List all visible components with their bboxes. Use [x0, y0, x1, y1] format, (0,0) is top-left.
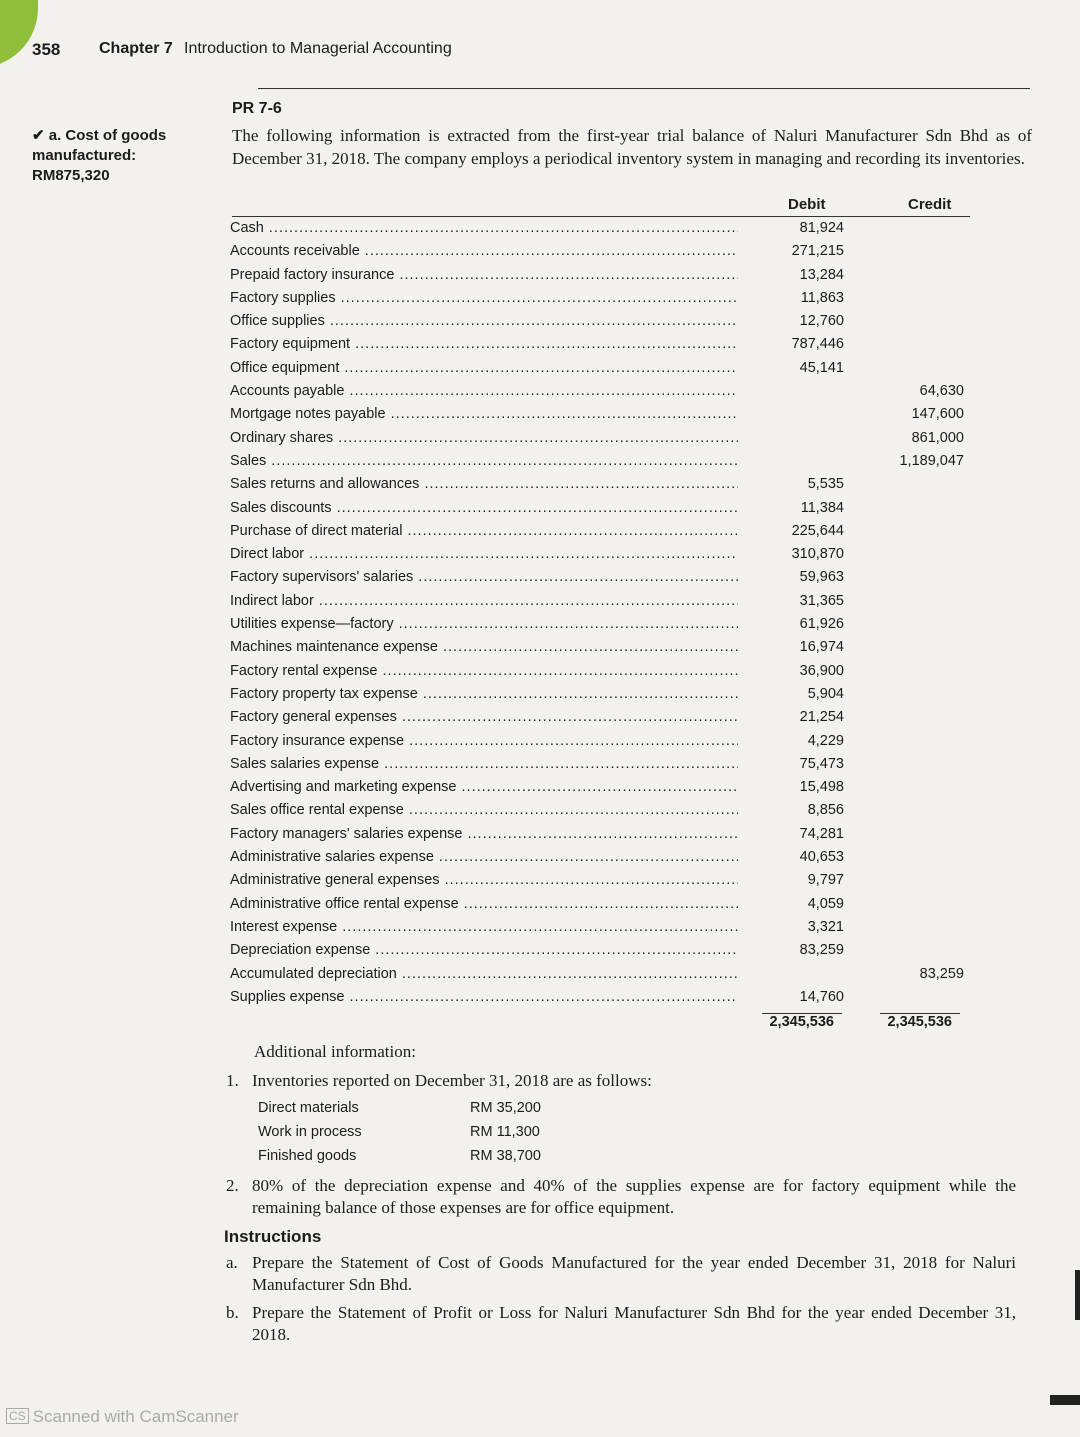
item-number: 1.	[226, 1071, 239, 1090]
account-name: Supplies expense .....	[230, 986, 738, 1009]
debit-amount: 5,904	[807, 685, 844, 702]
account-name: Sales office rental expense .....	[230, 799, 738, 822]
debit-total: 2,345,536	[769, 1014, 834, 1030]
account-name: Factory rental expense .....	[230, 660, 738, 683]
inventory-value: RM 38,700	[470, 1148, 541, 1164]
trial-balance-table	[230, 217, 990, 1009]
table-row	[230, 683, 990, 706]
page-edge-mark	[1050, 1395, 1080, 1405]
credit-total: 2,345,536	[887, 1014, 952, 1030]
debit-amount: 75,473	[799, 755, 844, 772]
debit-amount: 9,797	[807, 872, 844, 889]
credit-amount: 1,189,047	[899, 452, 964, 469]
table-row	[230, 543, 990, 566]
debit-amount: 21,254	[799, 709, 844, 726]
debit-amount: 11,384	[800, 499, 844, 516]
account-name: Cash .....	[230, 217, 738, 240]
table-row	[230, 963, 990, 986]
table-row	[230, 916, 990, 939]
debit-amount: 15,498	[799, 779, 844, 796]
table-row	[230, 590, 990, 613]
camscanner-logo-icon: CS	[6, 1408, 29, 1424]
table-row	[230, 403, 990, 426]
debit-amount: 271,215	[791, 243, 844, 260]
table-row	[230, 357, 990, 380]
account-name: Sales discounts .....	[230, 497, 738, 520]
table-row	[230, 264, 990, 287]
item-number: a.	[226, 1253, 238, 1272]
inventory-row	[258, 1124, 578, 1148]
debit-amount: 14,760	[799, 988, 844, 1005]
item-number: 2.	[226, 1176, 239, 1195]
instructions-title: Instructions	[224, 1227, 322, 1246]
instruction-a	[226, 1252, 1016, 1298]
table-row	[230, 497, 990, 520]
table-row	[230, 939, 990, 962]
account-name: Factory equipment .....	[230, 333, 738, 356]
debit-amount: 81,924	[799, 220, 844, 236]
table-row	[230, 450, 990, 473]
table-row	[230, 799, 990, 822]
table-row	[230, 893, 990, 916]
table-row	[230, 613, 990, 636]
debit-amount: 61,926	[799, 616, 844, 633]
account-name: Factory general expenses .....	[230, 706, 738, 729]
account-name: Accounts payable .....	[230, 380, 738, 403]
inventory-label: Work in process	[258, 1124, 362, 1140]
page-header	[32, 40, 1032, 64]
account-name: Sales .....	[230, 450, 738, 473]
additional-item-2	[226, 1175, 1016, 1221]
debit-amount: 8,856	[807, 802, 844, 819]
table-row	[230, 473, 990, 496]
table-row	[230, 986, 990, 1009]
account-name: Office equipment .....	[230, 357, 738, 380]
margin-note-line: RM875,320	[32, 167, 110, 184]
debit-amount: 13,284	[799, 266, 844, 283]
account-name: Sales salaries expense .....	[230, 753, 738, 776]
account-name: Accounts receivable .....	[230, 240, 738, 263]
account-name: Accumulated depreciation .....	[230, 963, 738, 986]
account-name: Purchase of direct material .....	[230, 520, 738, 543]
inventory-row	[258, 1148, 578, 1172]
margin-note-line: ✔ a. Cost of goods	[32, 127, 167, 144]
problem-id: PR 7-6	[232, 100, 282, 117]
account-name: Machines maintenance expense .....	[230, 636, 738, 659]
account-name: Factory property tax expense .....	[230, 683, 738, 706]
item-text: Prepare the Statement of Cost of Goods Manufactured for the year ended December 31, 2018 for Naluri Manufacturer Sdn Bhd.	[252, 1253, 1016, 1294]
table-row	[230, 730, 990, 753]
debit-amount: 12,760	[799, 313, 844, 330]
inventory-label: Direct materials	[258, 1100, 359, 1116]
credit-amount: 64,630	[919, 383, 964, 400]
table-row	[230, 823, 990, 846]
table-row	[230, 869, 990, 892]
problem-intro: The following information is extracted from the first-year trial balance of Naluri Manufacturer Sdn Bhd as of December 31, 2018. The company employs a periodical inventory system in managing and recording its inventories.	[232, 126, 1032, 168]
debit-column-header: Debit	[788, 196, 826, 213]
credit-column-header: Credit	[908, 196, 952, 213]
debit-amount: 45,141	[799, 359, 844, 376]
table-row	[230, 776, 990, 799]
table-row	[230, 566, 990, 589]
credit-amount: 861,000	[911, 429, 964, 446]
account-name: Administrative office rental expense .....	[230, 893, 738, 916]
table-row	[230, 427, 990, 450]
account-name: Interest expense .....	[230, 916, 738, 939]
debit-amount: 4,059	[807, 895, 844, 912]
account-name: Factory managers' salaries expense .....	[230, 823, 738, 846]
item-number: b.	[226, 1303, 239, 1322]
table-row	[230, 240, 990, 263]
table-row	[230, 380, 990, 403]
debit-amount: 31,365	[799, 592, 844, 609]
table-row	[230, 520, 990, 543]
debit-amount: 74,281	[799, 825, 844, 842]
account-name: Office supplies .....	[230, 310, 738, 333]
table-row	[230, 310, 990, 333]
debit-amount: 16,974	[799, 639, 844, 656]
account-name: Direct labor .....	[230, 543, 738, 566]
account-name: Depreciation expense .....	[230, 939, 738, 962]
instruction-b	[226, 1302, 1016, 1348]
page-edge-mark	[1075, 1270, 1080, 1320]
watermark-text: Scanned with CamScanner	[32, 1407, 239, 1426]
account-name: Advertising and marketing expense .....	[230, 776, 738, 799]
inventory-label: Finished goods	[258, 1148, 357, 1164]
table-row	[230, 846, 990, 869]
table-row	[230, 660, 990, 683]
account-name: Prepaid factory insurance .....	[230, 264, 738, 287]
account-name: Factory supplies .....	[230, 287, 738, 310]
debit-amount: 59,963	[799, 569, 844, 586]
credit-amount: 83,259	[919, 965, 964, 982]
table-row	[230, 753, 990, 776]
table-row	[230, 636, 990, 659]
margin-note-line: manufactured:	[32, 147, 137, 164]
chapter-label: Chapter 7	[99, 40, 173, 57]
debit-amount: 5,535	[807, 476, 844, 493]
credit-amount: 147,600	[911, 406, 964, 423]
additional-info-title: Additional information:	[254, 1042, 416, 1061]
account-name: Mortgage notes payable .....	[230, 403, 738, 426]
additional-item-1	[226, 1070, 1016, 1094]
item-text: 80% of the depreciation expense and 40% of the supplies expense are for factory equipment while the remaining balance of those expenses are for office equipment.	[252, 1176, 1016, 1217]
account-name: Administrative salaries expense .....	[230, 846, 738, 869]
debit-amount: 3,321	[807, 918, 844, 935]
debit-amount: 40,653	[799, 849, 844, 866]
account-name: Factory supervisors' salaries .....	[230, 566, 738, 589]
debit-amount: 787,446	[791, 336, 844, 353]
header-divider	[258, 88, 1030, 89]
page-number: 358	[32, 40, 61, 59]
debit-amount: 36,900	[799, 662, 844, 679]
scanner-watermark	[6, 1407, 239, 1427]
account-name: Indirect labor .....	[230, 590, 738, 613]
account-name: Factory insurance expense .....	[230, 730, 738, 753]
inventory-value: RM 35,200	[470, 1100, 541, 1116]
debit-amount: 310,870	[791, 546, 844, 563]
table-row	[230, 706, 990, 729]
debit-amount: 11,863	[800, 289, 844, 306]
debit-amount: 225,644	[791, 522, 844, 539]
inventory-row	[258, 1100, 578, 1124]
margin-answer-note	[32, 126, 182, 186]
debit-amount: 4,229	[807, 732, 844, 749]
table-row	[230, 217, 990, 240]
table-row	[230, 333, 990, 356]
item-text: Prepare the Statement of Profit or Loss for Naluri Manufacturer Sdn Bhd for the year ended December 31, 2018.	[252, 1303, 1016, 1344]
item-text: Inventories reported on December 31, 2018 are as follows:	[252, 1071, 652, 1090]
account-name: Utilities expense—factory .....	[230, 613, 738, 636]
table-row	[230, 287, 990, 310]
inventory-value: RM 11,300	[470, 1124, 540, 1140]
chapter-title: Introduction to Managerial Accounting	[184, 40, 452, 57]
debit-amount: 83,259	[799, 942, 844, 959]
account-name: Sales returns and allowances .....	[230, 473, 738, 496]
account-name: Ordinary shares .....	[230, 427, 738, 450]
account-name: Administrative general expenses .....	[230, 869, 738, 892]
